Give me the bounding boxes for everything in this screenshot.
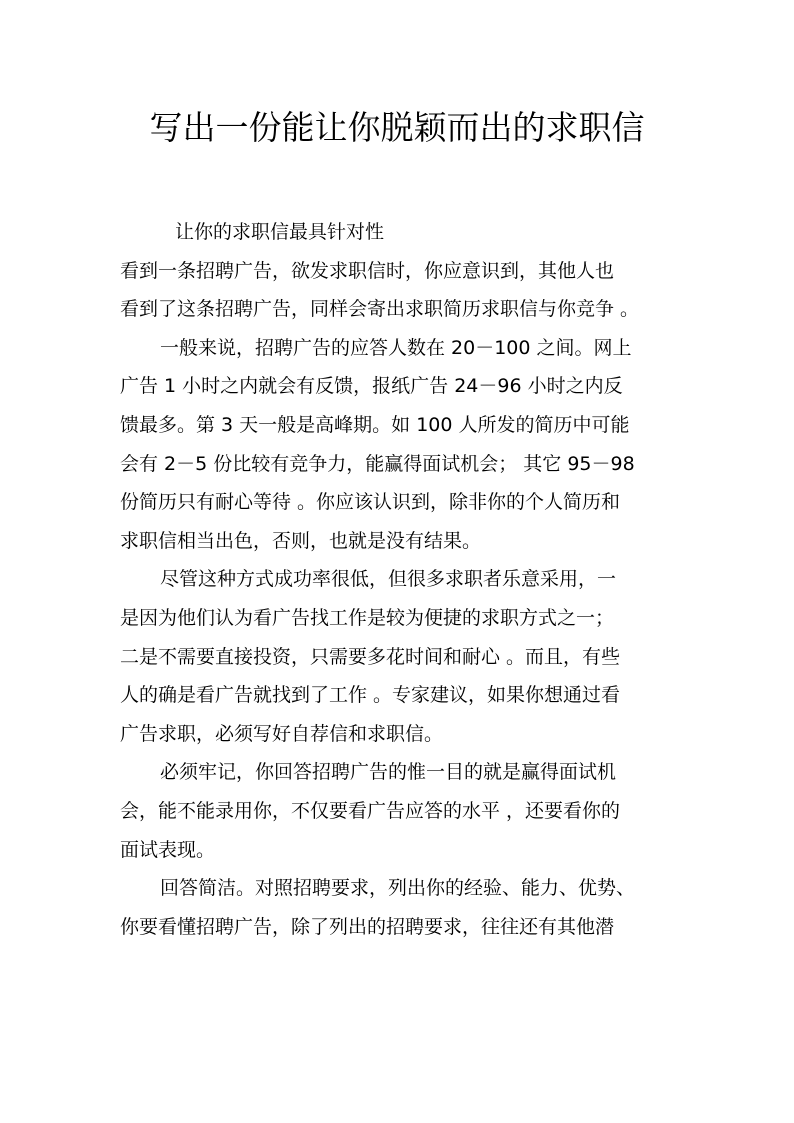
- text-line: 二是不需要直接投资，只需要多花时间和耐心 。而且，有些: [120, 645, 621, 668]
- text-line: 你要看懂招聘广告，除了列出的招聘要求，往往还有其他潜: [120, 915, 615, 938]
- text-line: 广告 1 小时之内就会有反馈，报纸广告 24－96 小时之内反: [120, 375, 623, 398]
- text-line: 馈最多。第 3 天一般是高峰期。如 100 人所发的简历中可能: [120, 413, 630, 436]
- text-line: 回答简洁。对照招聘要求，列出你的经验、能力、优势、: [160, 877, 636, 900]
- text-line: 求职信相当出色，否则，也就是没有结果。: [120, 529, 482, 552]
- text-line: 会有 2－5 份比较有竞争力，能赢得面试机会； 其它 95－98: [120, 452, 635, 475]
- text-line: 看到一条招聘广告，欲发求职信时，你应意识到，其他人也: [120, 259, 615, 282]
- text-line: 必须牢记，你回答招聘广告的惟一目的就是赢得面试机: [160, 761, 617, 784]
- document-body: [120, 213, 680, 946]
- text-line: 面试表现。: [120, 838, 216, 861]
- text-line: 看到了这条招聘广告，同样会寄出求职简历求职信与你竞争 。: [120, 298, 640, 321]
- text-line: 一般来说，招聘广告的应答人数在 20－100 之间。网上: [160, 336, 632, 359]
- text-line: 人的确是看广告就找到了工作 。专家建议，如果你想通过看: [120, 684, 621, 707]
- section-heading: 让你的求职信最具针对性: [175, 221, 385, 243]
- text-line: 是因为他们认为看广告找工作是较为便捷的求职方式之一；: [120, 606, 615, 629]
- text-line: 广告求职，必须写好自荐信和求职信。: [120, 722, 444, 745]
- text-line: 份简历只有耐心等待 。你应该认识到，除非你的个人简历和: [120, 491, 621, 514]
- document-title: 写出一份能让你脱颖而出的求职信: [149, 108, 645, 147]
- text-line: 会，能不能录用你，不仅要看广告应答的水平 ，还要看你的: [120, 799, 621, 822]
- text-line: 尽管这种方式成功率很低，但很多求职者乐意采用，一: [160, 568, 617, 591]
